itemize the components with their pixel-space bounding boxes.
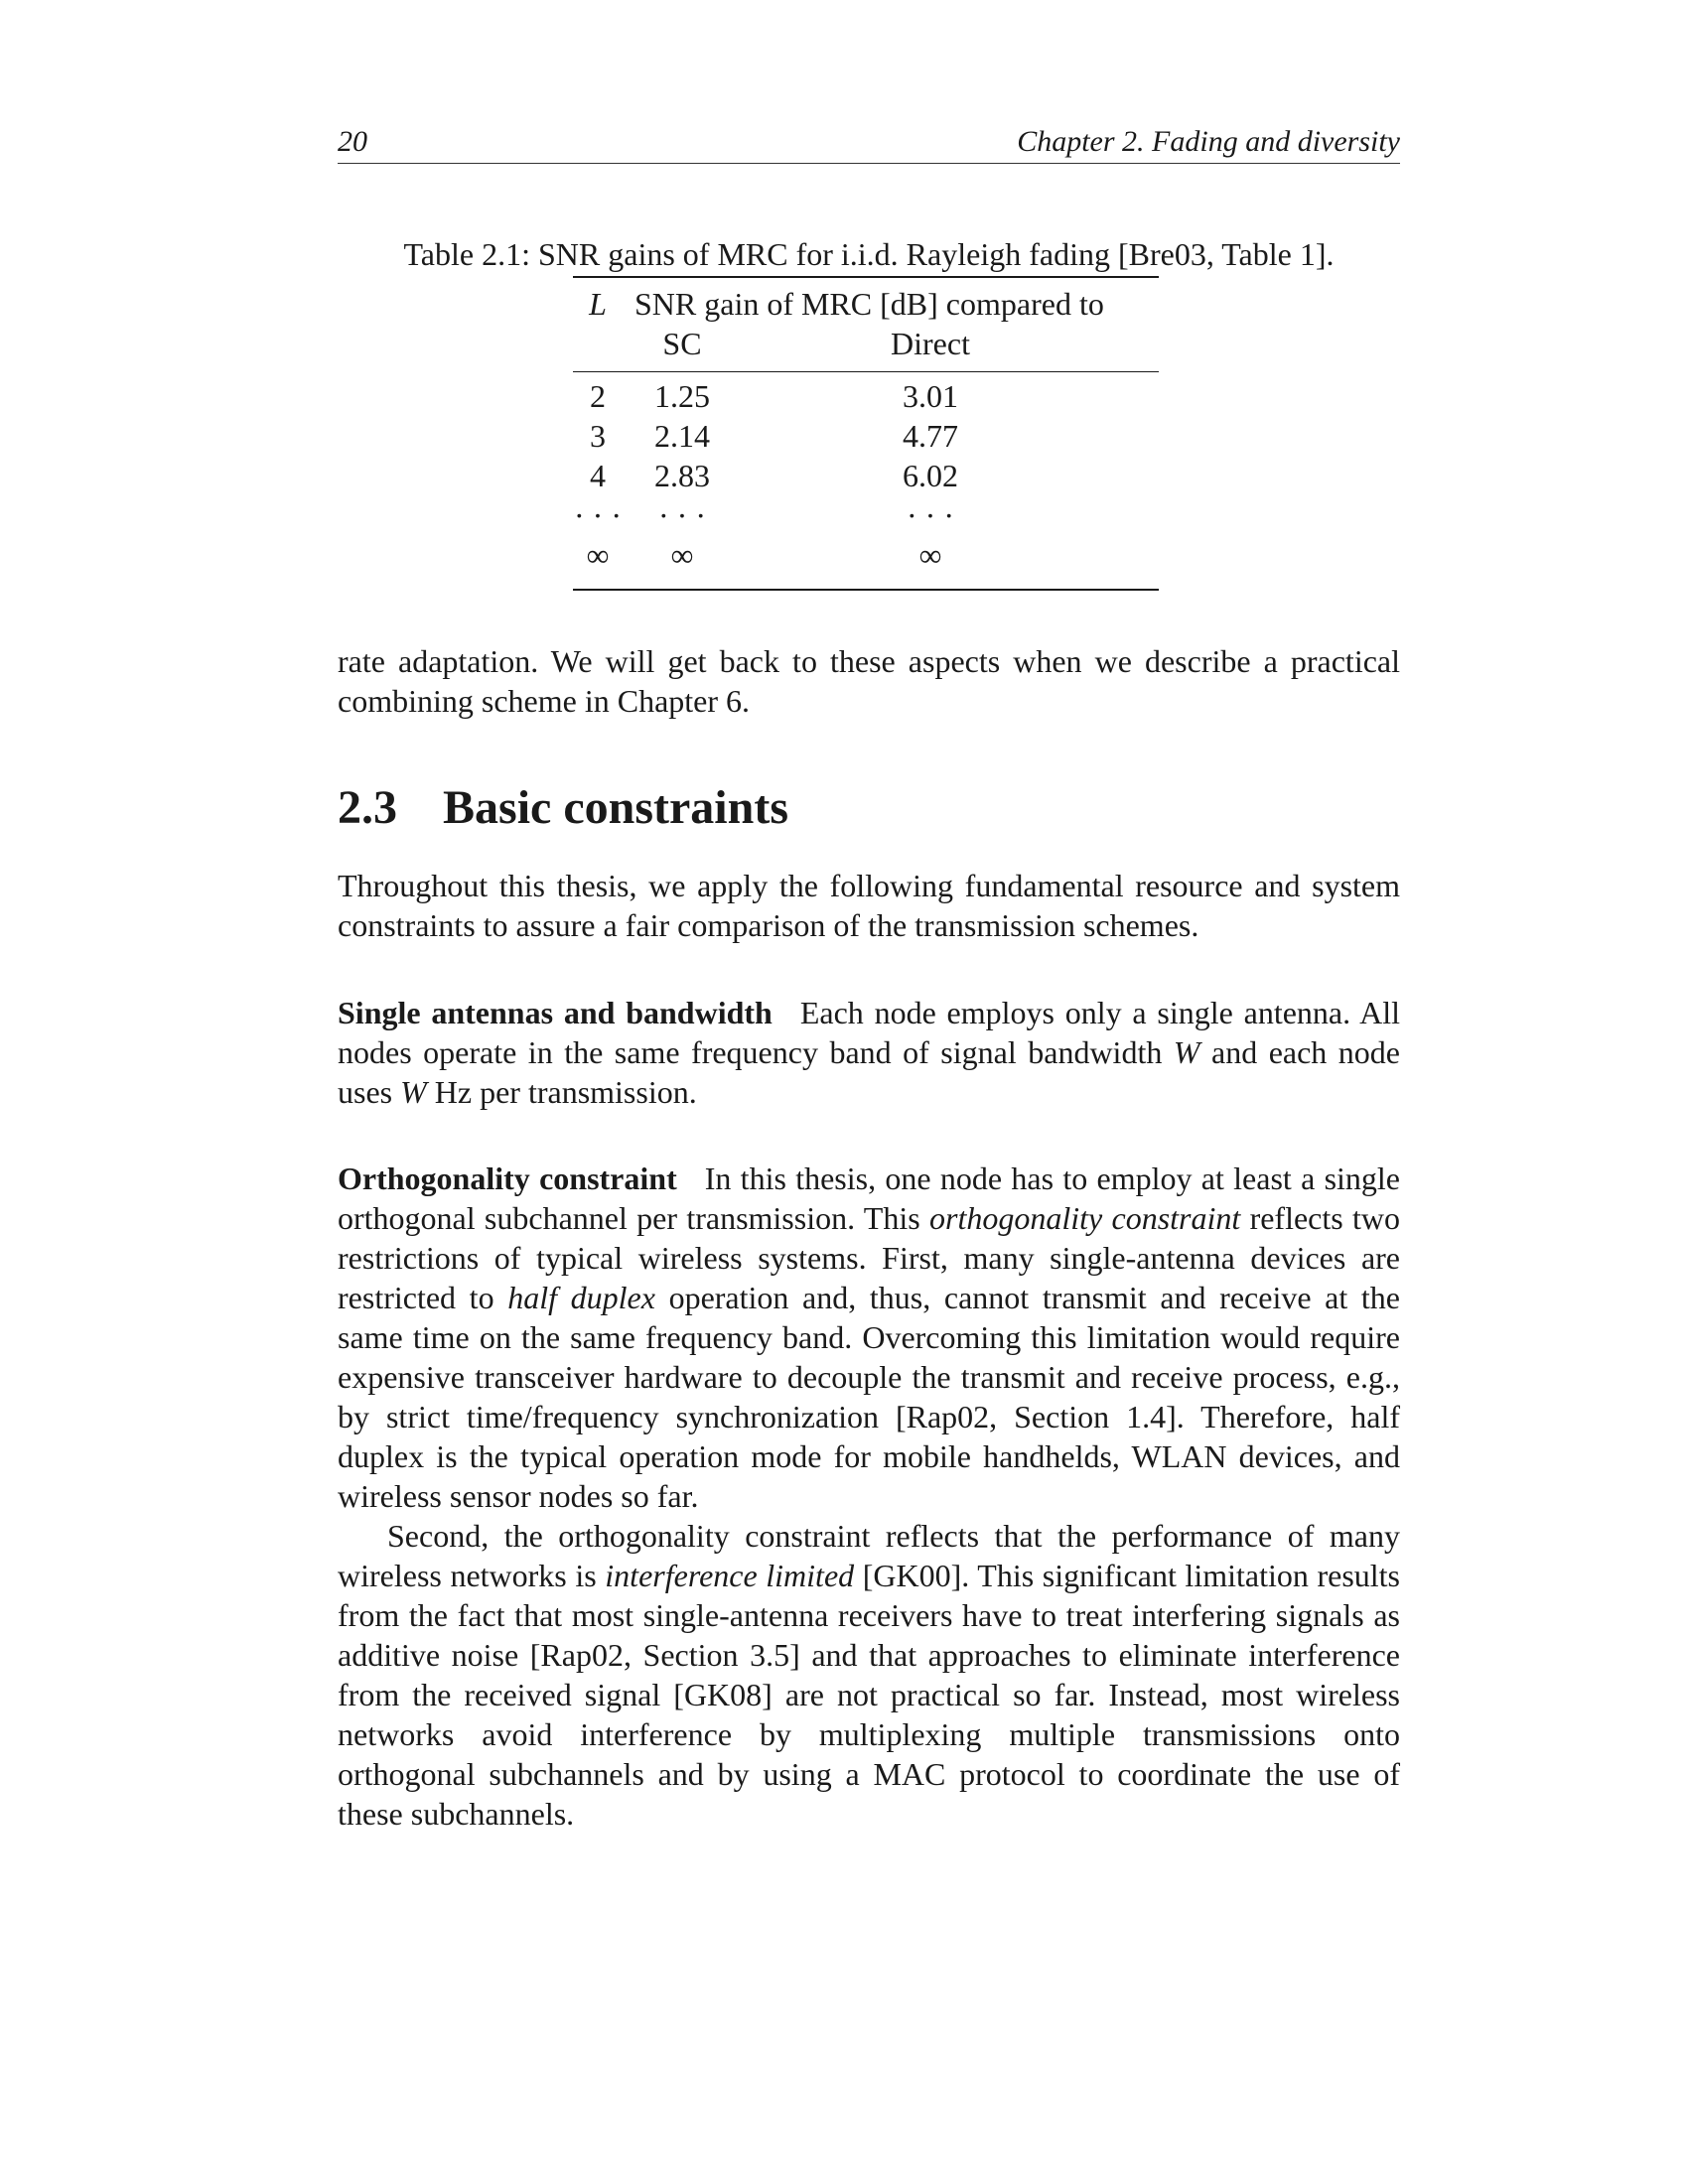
table-row xyxy=(573,418,1159,458)
table-row xyxy=(573,378,1159,418)
paragraph-intro: Throughout this thesis, we apply the following fundamental resource and system constraints to assure a fair comparison of the transmission schemes. xyxy=(338,868,1400,943)
cell-l: 2 xyxy=(590,378,606,414)
snr-gain-table xyxy=(573,276,1159,591)
chapter-title: Chapter 2. Fading and diversity xyxy=(1017,125,1400,158)
section-heading xyxy=(338,780,1400,835)
cell-direct: ∞ xyxy=(918,537,942,573)
column-group-header: SNR gain of MRC [dB] compared to xyxy=(634,286,1104,322)
running-header xyxy=(338,125,1400,164)
cell-sc: · · · xyxy=(658,497,706,533)
table-body xyxy=(573,372,1159,589)
table-row xyxy=(573,537,1159,577)
paragraph-second: Second, the orthogonality constraint reflects that the performance of many wireless networks is interference limited [GK00]. This significant limitation results from the fact that most single-antenna receivers have to treat interfering signals as additive noise [Rap02, Section 3.5] and that approaches to eliminate interference from the received signal [GK08] are not practical so far. Instead, most wireless networks avoid interference by multiplexing multiple transmissions onto orthogonal subchannels and by using a MAC protocol to coordinate the use of these subchannels. xyxy=(338,1518,1401,1832)
page xyxy=(338,0,1400,2184)
column-header-l: L xyxy=(589,286,607,322)
cell-sc: 1.25 xyxy=(654,378,710,414)
paragraph-single-antennas: Single antennas and bandwidth Each node employs only a single antenna. All nodes operate in the same frequency band of signal bandwidth W and each node uses W Hz per transmission. xyxy=(338,995,1401,1110)
cell-l: 3 xyxy=(590,418,606,454)
runin-heading-single-antennas: Single antennas and bandwidth xyxy=(338,995,773,1030)
cell-sc: ∞ xyxy=(670,537,694,573)
cell-sc: 2.14 xyxy=(654,418,710,454)
cell-direct: 6.02 xyxy=(903,458,958,493)
cell-l: 4 xyxy=(590,458,606,493)
table-header xyxy=(573,278,1159,372)
column-header-direct: Direct xyxy=(891,326,970,361)
section-number: 2.3 xyxy=(338,781,397,834)
table-caption: Table 2.1: SNR gains of MRC for i.i.d. Rayleigh fading [Bre03, Table 1]. xyxy=(403,236,1335,272)
cell-direct: 4.77 xyxy=(903,418,958,454)
column-header-sc: SC xyxy=(662,326,702,361)
cell-sc: 2.83 xyxy=(654,458,710,493)
paragraph-orthogonality: Orthogonality constraint In this thesis, one node has to employ at least a single orthogonal subchannel per transmission. This orthogonality constraint reflects two restrictions of typical wireless systems. First, many single-antenna devices are restricted to half duplex operation and, thus, cannot transmit and receive at the same time on the same frequency band. Overcoming this limitation would require expensive transceiver hardware to decouple the transmit and receive process, e.g., by strict time/frequency synchronization [Rap02, Section 1.4]. Therefore, half duplex is the typical operation mode for mobile handhelds, WLAN devices, and wireless sensor nodes so far. xyxy=(338,1160,1401,1514)
runin-heading-orthogonality: Orthogonality constraint xyxy=(338,1160,677,1196)
paragraph-rate-adaptation: rate adaptation. We will get back to these aspects when we describe a practical combining scheme in Chapter 6. xyxy=(338,643,1400,719)
table-row xyxy=(573,497,1159,537)
cell-l: ∞ xyxy=(586,537,610,573)
section-title: Basic constraints xyxy=(443,781,788,834)
table-row xyxy=(573,458,1159,497)
cell-direct: · · · xyxy=(907,497,954,533)
page-number: 20 xyxy=(338,125,367,158)
cell-direct: 3.01 xyxy=(903,378,958,414)
cell-l: · · · xyxy=(574,497,622,533)
